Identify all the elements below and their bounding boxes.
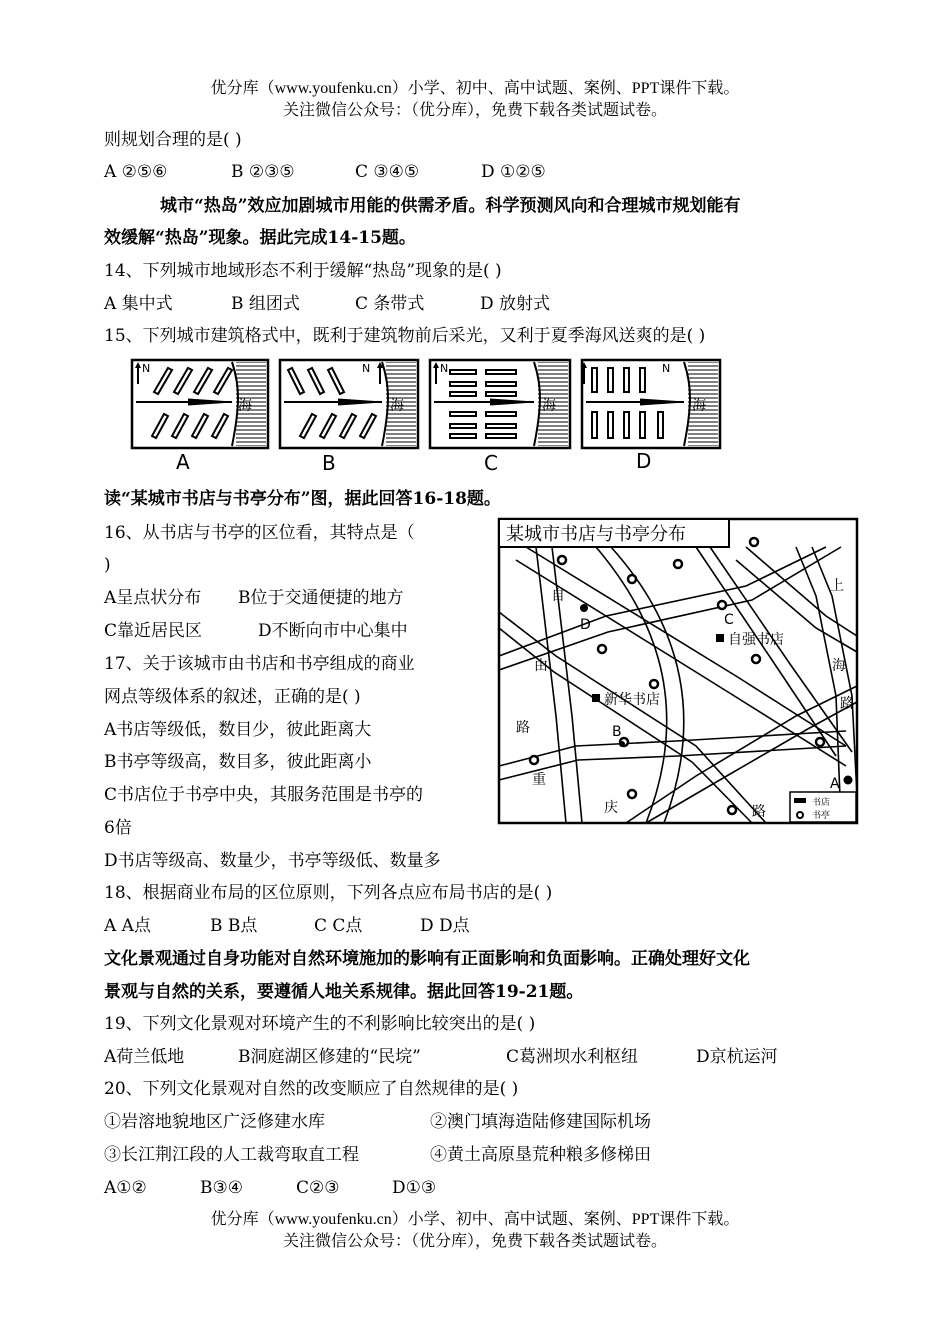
q18-stem: 18、根据商业布局的区位原则，下列各点应布局书店的是( ) (104, 883, 553, 903)
point-a-marker[interactable] (844, 776, 853, 785)
q13-option-a[interactable]: A ②⑤⑥ (104, 162, 168, 182)
q15-figure-c-sea: 海 (542, 398, 556, 414)
point-b-marker[interactable] (619, 741, 625, 747)
q20-option-d[interactable]: D①③ (392, 1178, 437, 1198)
q20-item-1: ①岩溶地貌地区广泛修建水库 (104, 1112, 325, 1132)
q15-figure-d-north: N (662, 362, 671, 375)
q20-options (104, 1176, 436, 1200)
q13-option-b[interactable]: B ②③⑤ (231, 162, 295, 182)
q16-option-b[interactable]: B位于交通便捷的地方 (238, 588, 404, 608)
q17-stem-line-1: 17、关于该城市由书店和书亭组成的商业 (104, 654, 415, 674)
road-label-chong: 重 (532, 772, 546, 788)
legend-kiosk-symbol (797, 812, 803, 818)
q15-figure-b[interactable] (280, 360, 418, 475)
intro-19-21-line-1: 文化景观通过自身功能对自然环境施加的影响有正面影响和负面影响。正确处理好文化 (104, 949, 750, 969)
q16-option-a[interactable]: A呈点状分布 (104, 588, 202, 608)
road-label-shang: 上 (830, 578, 844, 594)
q16-options-row-2 (104, 619, 408, 643)
legend-kiosk-label: 书亭 (812, 811, 831, 821)
q20-option-a[interactable]: A①② (104, 1178, 147, 1198)
kiosk-marker[interactable] (718, 601, 726, 609)
q15-figure-d-sea: 海 (692, 398, 706, 414)
q20-option-c[interactable]: C②③ (296, 1178, 340, 1198)
q16-option-d[interactable]: D不断向市中心集中 (258, 621, 408, 641)
road-label-lu-3: 路 (840, 696, 854, 712)
kiosk-marker[interactable] (816, 738, 824, 746)
q18-options (104, 914, 470, 938)
q15-figure-b-sea: 海 (390, 398, 404, 414)
q19-options (104, 1045, 778, 1069)
q15-figure-c-label: C (484, 451, 498, 475)
road-label-hai: 海 (832, 658, 846, 674)
q13-option-d[interactable]: D ①②⑤ (481, 162, 546, 182)
road-label-zi: 自 (551, 588, 565, 604)
kiosk-marker[interactable] (750, 538, 758, 546)
bookstore-ziqiang-marker[interactable] (716, 634, 724, 642)
q15-figure-d[interactable] (581, 360, 720, 473)
q20-items-row-1 (104, 1110, 651, 1134)
q15-figure-a[interactable] (132, 360, 268, 474)
kiosk-marker[interactable] (728, 806, 736, 814)
point-d-label: D (580, 617, 591, 633)
road-label-qing: 庆 (604, 800, 618, 816)
road-label-lu-1: 路 (516, 720, 530, 736)
q15-figure-b-north: N (362, 362, 371, 375)
q15-stem: 15、下列城市建筑格式中，既利于建筑物前后采光，又利于夏季海风送爽的是( ) (104, 326, 706, 346)
footer-line-1: 优分库（www.youfenku.cn）小学、初中、高中试题、案例、PPT课件下载。 (210, 1211, 740, 1228)
q18-option-c[interactable]: C C点 (314, 916, 363, 936)
q18-option-b[interactable]: B B点 (210, 916, 258, 936)
q15-figure-a-sea: 海 (238, 398, 252, 414)
q20-option-b[interactable]: B③④ (200, 1178, 243, 1198)
q13-stem: 则规划合理的是( ) (104, 130, 242, 150)
bookstore-xinhua-marker[interactable] (592, 694, 600, 702)
q17-stem-line-2: 网点等级体系的叙述，正确的是( ) (104, 687, 361, 707)
q14-stem: 14、下列城市地域形态不利于缓解“热岛”现象的是( ) (104, 261, 502, 281)
q16-option-c[interactable]: C靠近居民区 (104, 621, 203, 641)
road-label-lu-2: 路 (752, 804, 766, 820)
q14-option-b[interactable]: B 组团式 (231, 294, 300, 314)
q20-stem: 20、下列文化景观对自然的改变顺应了自然规律的是( ) (104, 1079, 519, 1099)
q17-option-c-line-2: 6倍 (104, 818, 132, 838)
q20-item-3: ③长江荆江段的人工裁弯取直工程 (104, 1145, 359, 1165)
road-label-you: 由 (534, 658, 548, 674)
q15-figure-c-north: N (440, 362, 449, 375)
header-line-1: 优分库（www.youfenku.cn）小学、初中、高中试题、案例、PPT课件下载。 (210, 80, 740, 97)
kiosk-marker[interactable] (628, 575, 636, 583)
q20-item-2: ②澳门填海造陆修建国际机场 (430, 1112, 651, 1132)
point-c-label: C (724, 612, 734, 628)
q16-stem-line-2: ) (104, 555, 111, 575)
intro-16-18: 读“某城市书店与书亭分布”图，据此回答16-18题。 (104, 489, 501, 509)
kiosk-marker[interactable] (628, 790, 636, 798)
intro-14-15-line-2: 效缓解“热岛”现象。据此完成14-15题。 (104, 228, 416, 248)
q17-option-c-line-1[interactable]: C书店位于书亭中央，其服务范围是书亭的 (104, 785, 424, 805)
footer-line-2: 关注微信公众号：（优分库），免费下载各类试题试卷。 (282, 1233, 667, 1250)
q15-figure-b-label: B (322, 451, 336, 475)
kiosk-marker[interactable] (598, 645, 606, 653)
q19-option-b[interactable]: B洞庭湖区修建的“民垸” (238, 1047, 421, 1067)
q15-figure-a-north: N (142, 362, 151, 375)
point-a-label: A (830, 776, 840, 792)
q15-figure-d-label: D (636, 449, 652, 473)
q14-option-d[interactable]: D 放射式 (480, 294, 551, 314)
q14-option-a[interactable]: A 集中式 (104, 294, 173, 314)
legend-bookstore-label: 书店 (812, 798, 831, 808)
point-d-marker[interactable] (580, 604, 588, 612)
q18-option-a[interactable]: A A点 (104, 916, 151, 936)
point-b-label: B (612, 724, 622, 740)
kiosk-marker[interactable] (558, 556, 566, 564)
q19-option-d[interactable]: D京杭运河 (696, 1047, 778, 1067)
q15-figures (128, 356, 728, 480)
q13-option-c[interactable]: C ③④⑤ (355, 162, 420, 182)
q19-option-a[interactable]: A荷兰低地 (104, 1047, 185, 1067)
header-line-2: 关注微信公众号：（优分库），免费下载各类试题试卷。 (282, 102, 667, 119)
q13-options (104, 160, 546, 184)
q15-figure-c[interactable] (430, 360, 570, 475)
kiosk-marker[interactable] (650, 680, 658, 688)
legend-bookstore-symbol (794, 798, 806, 803)
q15-figure-a-label: A (176, 450, 190, 474)
bookstore-map (496, 516, 860, 826)
q16-stem-line-1: 16、从书店与书亭的区位看，其特点是（ (104, 523, 415, 543)
intro-14-15-line-1: 城市“热岛”效应加剧城市用能的供需矛盾。科学预测风向和合理城市规划能有 (160, 196, 741, 216)
q14-options (104, 292, 550, 316)
q16-options-row-1 (104, 586, 404, 610)
kiosk-marker[interactable] (530, 756, 538, 764)
map-title: 某城市书店与书亭分布 (506, 524, 686, 545)
q19-stem: 19、下列文化景观对环境产生的不利影响比较突出的是( ) (104, 1014, 536, 1034)
q17-option-d[interactable]: D书店等级高、数量少，书亭等级低、数量多 (104, 851, 441, 871)
bookstore-ziqiang-label: 自强书店 (728, 632, 784, 648)
q14-option-c[interactable]: C 条带式 (355, 294, 425, 314)
q20-item-4: ④黄土高原垦荒种粮多修梯田 (430, 1145, 651, 1165)
q17-option-b[interactable]: B书亭等级高，数目多，彼此距离小 (104, 752, 372, 772)
intro-19-21-line-2: 景观与自然的关系，要遵循人地关系规律。据此回答19-21题。 (104, 982, 584, 1002)
q17-option-a[interactable]: A书店等级低，数目少，彼此距离大 (104, 720, 372, 740)
bookstore-xinhua-label: 新华书店 (604, 692, 660, 708)
kiosk-marker[interactable] (752, 655, 760, 663)
kiosk-marker[interactable] (674, 560, 682, 568)
q18-option-d[interactable]: D D点 (420, 916, 470, 936)
q19-option-c[interactable]: C葛洲坝水利枢纽 (506, 1047, 639, 1067)
q20-items-row-2 (104, 1143, 651, 1167)
